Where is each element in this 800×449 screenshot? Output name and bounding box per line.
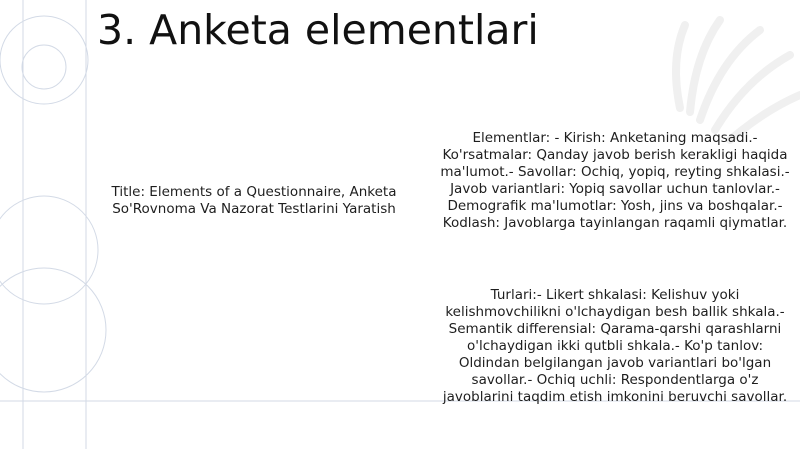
types-paragraph: Turlari:- Likert shkalasi: Kelishuv yoki kelishmovchilikni o'lchaydigan besh ballik shkala.- Semantik differensial: Qarama-qarshi qarashlarni o'lchaydigan ikki qutbli shkala.- Ko'p tanlov: Oldindan belgilangan javob variantlari bo'lgan savollar.- Ochiq uchli: Respondentlarga o'z javoblarini taqdim etish imkonini beruvchi savollar. [442,287,788,405]
arc-circle-2 [0,268,106,392]
elements-paragraph: Elementlar: - Kirish: Anketaning maqsadi.- Ko'rsatmalar: Qanday javob berish kerakligi haqida ma'lumot.- Savollar: Ochiq, yopiq, reyting shkalasi.- Javob variantlari: Yopiq savollar uchun tanlovlar.- Demografik ma'lumotlar: Yosh, jins va boshqalar.- Kodlash: Javoblarga tayinlangan raqamli qiymatlar. [440,130,790,231]
slide-title: 3. Anketa elementlari [97,6,539,54]
faint-watermark [676,20,800,140]
arc-circle-1 [0,196,98,304]
large-circle [0,16,88,104]
title-caption: Title: Elements of a Questionnaire, Anketa So'Rovnoma Va Nazorat Testlarini Yaratish [111,184,397,217]
small-circle [22,45,66,89]
